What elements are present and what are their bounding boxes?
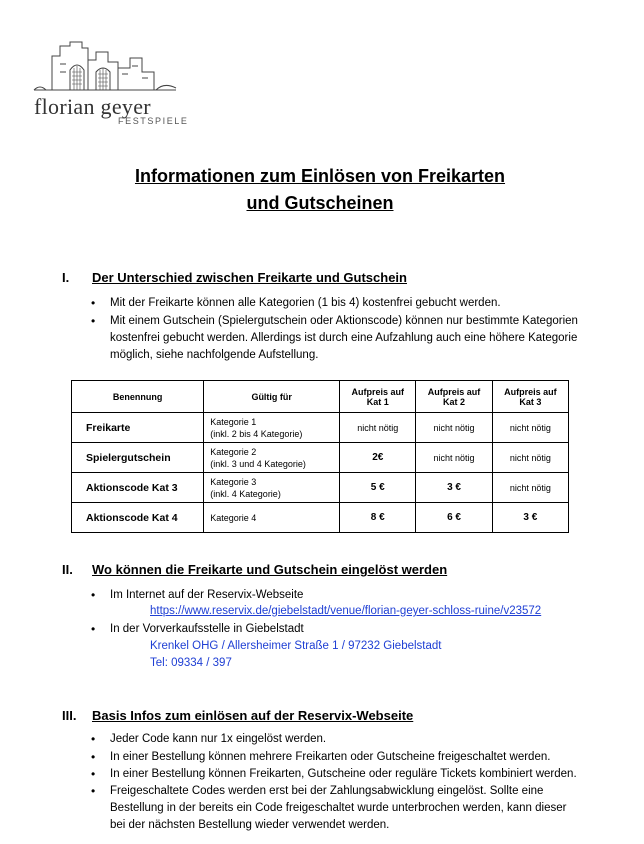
section-2-heading bbox=[62, 562, 447, 577]
valid-note: (inkl. 4 Kategorie) bbox=[210, 488, 281, 499]
vvk-phone: Tel: 09334 / 397 bbox=[150, 657, 232, 669]
valid-category: Kategorie 3 bbox=[210, 476, 257, 487]
page-title-line-2: und Gutscheinen bbox=[246, 193, 394, 213]
section-title: Wo können die Freikarte und Gutschein eingelöst werden bbox=[92, 562, 448, 577]
surcharge-cell: 8 € bbox=[340, 503, 416, 533]
row-name: Freikarte bbox=[72, 413, 204, 443]
surcharge-cell: nicht nötig bbox=[492, 473, 568, 503]
surcharge-cell: nicht nötig bbox=[416, 413, 492, 443]
surcharge-cell: nicht nötig bbox=[416, 443, 492, 473]
festival-logo bbox=[30, 38, 189, 130]
section-title: Basis Infos zum einlösen auf der Reservix-Webseite bbox=[92, 708, 414, 723]
row-valid bbox=[204, 443, 340, 473]
valid-category: Kategorie 2 bbox=[210, 446, 257, 457]
category-table bbox=[71, 380, 569, 533]
surcharge-cell: 6 € bbox=[416, 503, 492, 533]
list-item: • In der Vorverkaufsstelle in Giebelstadt bbox=[110, 621, 580, 638]
surcharge-cell: 3 € bbox=[416, 473, 492, 503]
surcharge-cell: nicht nötig bbox=[340, 413, 416, 443]
row-valid bbox=[204, 473, 340, 503]
surcharge-cell: 2€ bbox=[340, 443, 416, 473]
reservix-link[interactable]: https://www.reservix.de/giebelstadt/venue/florian-geyer-schloss-ruine/v23572 bbox=[150, 605, 542, 617]
row-name: Aktionscode Kat 3 bbox=[72, 473, 204, 503]
list-item: • Mit einem Gutschein (Spielergutschein oder Aktionscode) können nur bestimmte Kategorien kostenfrei gebucht werden. Allerdings ist durch eine Aufzahlung auch eine höhere Kategorie möglich, siehe nachfolgende Aufstellung. bbox=[110, 313, 580, 364]
row-name: Aktionscode Kat 4 bbox=[72, 503, 204, 533]
row-valid bbox=[204, 503, 340, 533]
section-number: II. bbox=[62, 562, 73, 577]
table-row bbox=[72, 503, 569, 533]
surcharge-cell: 3 € bbox=[492, 503, 568, 533]
table-row bbox=[72, 473, 569, 503]
page-title-line-1: Informationen zum Einlösen von Freikarten bbox=[134, 166, 506, 186]
column-header: Gültig für bbox=[204, 381, 340, 413]
section-number: III. bbox=[62, 708, 77, 723]
list-item: • Jeder Code kann nur 1x eingelöst werden. bbox=[110, 731, 580, 748]
section-title: Der Unterschied zwischen Freikarte und Gutschein bbox=[92, 270, 407, 285]
surcharge-cell: nicht nötig bbox=[492, 413, 568, 443]
column-header: Aufpreis auf Kat 3 bbox=[492, 381, 568, 413]
list-item: • In einer Bestellung können Freikarten, Gutscheine oder reguläre Tickets kombiniert werden. bbox=[110, 766, 580, 783]
column-header: Aufpreis auf Kat 1 bbox=[340, 381, 416, 413]
table-header-row bbox=[72, 381, 569, 413]
logo-name: florian geyer bbox=[34, 94, 151, 119]
table-row bbox=[72, 413, 569, 443]
section-1-heading bbox=[62, 270, 407, 285]
column-header: Benennung bbox=[72, 381, 204, 413]
valid-category: Kategorie 4 bbox=[210, 512, 257, 523]
row-valid bbox=[204, 413, 340, 443]
list-item: • Freigeschaltete Codes werden erst bei der Zahlungsabwicklung eingelöst. Sollte eine Bestellung in der bereits ein Code freigeschaltet wurde unterbrochen werden, kann dieser bei der nächsten Bestellung wieder verwendet werden. bbox=[110, 783, 580, 834]
section-number: I. bbox=[62, 270, 70, 285]
table-row bbox=[72, 443, 569, 473]
castle-ruin-icon bbox=[30, 38, 180, 98]
column-header: Aufpreis auf Kat 2 bbox=[416, 381, 492, 413]
list-item: • Mit der Freikarte können alle Kategorien (1 bis 4) kostenfrei gebucht werden. bbox=[110, 295, 580, 312]
section-3-heading bbox=[62, 708, 413, 723]
list-item: • Im Internet auf der Reservix-Webseite bbox=[110, 587, 580, 604]
list-item: • In einer Bestellung können mehrere Freikarten oder Gutscheine freigeschaltet werden. bbox=[110, 749, 580, 766]
valid-note: (inkl. 3 und 4 Kategorie) bbox=[210, 458, 306, 469]
valid-note: (inkl. 2 bis 4 Kategorie) bbox=[210, 428, 303, 439]
logo-subtitle: FESTSPIELE bbox=[118, 116, 189, 126]
row-name: Spielergutschein bbox=[72, 443, 204, 473]
valid-category: Kategorie 1 bbox=[210, 416, 257, 427]
surcharge-cell: nicht nötig bbox=[492, 443, 568, 473]
surcharge-cell: 5 € bbox=[340, 473, 416, 503]
vvk-address: Krenkel OHG / Allersheimer Straße 1 / 97232 Giebelstadt bbox=[150, 640, 442, 652]
